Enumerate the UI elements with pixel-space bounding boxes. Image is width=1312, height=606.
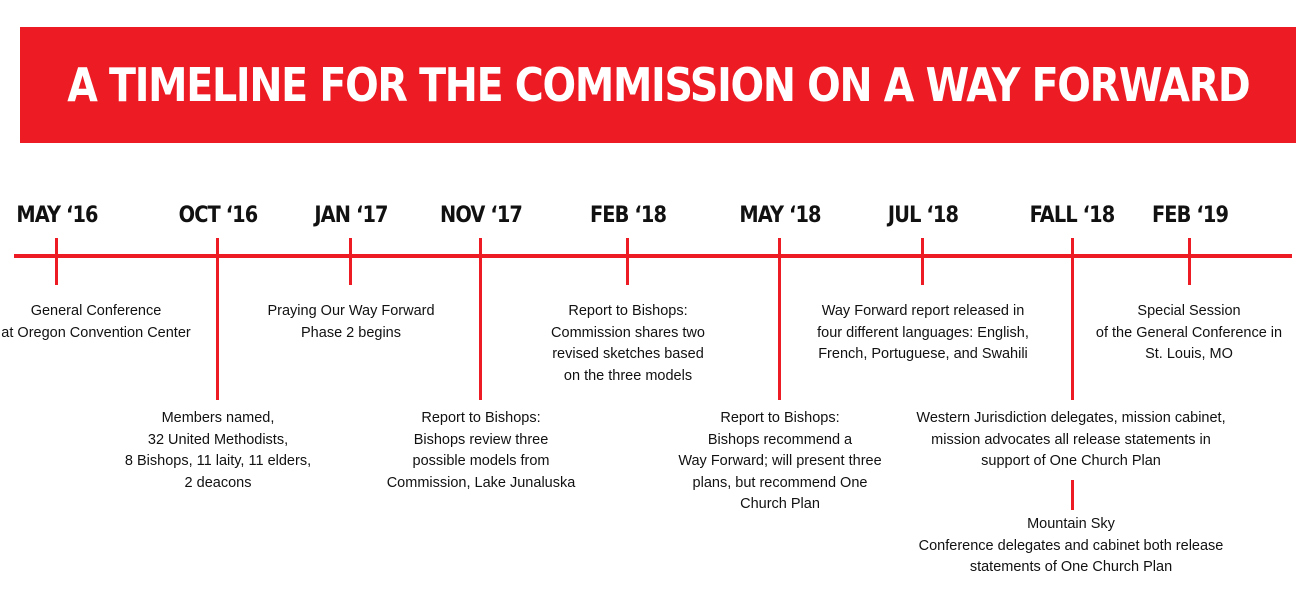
timeline-axis (14, 254, 1292, 258)
tick-fall18-secondary (1071, 480, 1074, 510)
event-oct16 (125, 408, 311, 494)
event-line: Way Forward report released in (821, 303, 1025, 319)
event-line: Members named, (161, 410, 275, 426)
tick-may18 (778, 238, 781, 400)
event-feb18 (551, 301, 705, 387)
event-line: 32 United Methodists, (147, 431, 289, 448)
event-feb19 (1096, 301, 1282, 366)
date-label-nov17: NOV ‘17 (439, 203, 523, 228)
tick-jan17 (349, 238, 352, 285)
event-line: four different languages: English, (817, 324, 1029, 341)
tick-feb18 (626, 238, 629, 285)
tick-jul18 (921, 238, 924, 285)
event-line: 8 Bishops, 11 laity, 11 elders, (124, 453, 312, 469)
event-jan17 (267, 301, 434, 344)
event-line: French, Portuguese, and Swahili (818, 346, 1028, 362)
event-line: Praying Our Way Forward (267, 303, 435, 319)
title-banner (20, 27, 1296, 143)
event-line: support of One Church Plan (981, 453, 1161, 469)
event-line: 2 deacons (184, 474, 252, 491)
event-line: Mountain Sky (1027, 516, 1115, 532)
date-label-jul18: JUL ‘18 (887, 203, 959, 228)
event-fall18-mountain-sky (919, 514, 1224, 579)
event-line: Commission shares two (551, 324, 705, 341)
event-line: Western Jurisdiction delegates, mission cabinet, (916, 410, 1226, 426)
event-line: of the General Conference in (1095, 324, 1283, 341)
tick-may16 (55, 238, 58, 285)
event-line: statements of One Church Plan (969, 559, 1173, 575)
tick-oct16 (216, 238, 219, 400)
event-line: Report to Bishops: (421, 410, 541, 426)
tick-nov17 (479, 238, 482, 400)
page-title: A TIMELINE FOR THE COMMISSION ON A WAY FORWARD (66, 58, 1250, 112)
event-line: mission advocates all release statements in (931, 431, 1211, 448)
event-line: St. Louis, MO (1145, 346, 1233, 362)
date-label-fall18: FALL ‘18 (1029, 203, 1115, 228)
event-line: Report to Bishops: (568, 303, 688, 319)
tick-fall18 (1071, 238, 1074, 400)
event-line: possible models from (412, 453, 550, 469)
event-line: Bishops recommend a (707, 431, 853, 448)
event-line: revised sketches based (552, 346, 704, 362)
date-label-jan17: JAN ‘17 (314, 203, 388, 228)
event-line: Commission, Lake Junaluska (386, 474, 576, 491)
date-label-feb19: FEB ‘19 (1151, 203, 1229, 228)
event-may18 (678, 408, 881, 516)
date-label-may18: MAY ‘18 (739, 203, 821, 228)
event-line: Report to Bishops: (720, 410, 840, 426)
event-line: Phase 2 begins (301, 324, 401, 341)
event-line: Church Plan (740, 496, 820, 512)
event-line: Conference delegates and cabinet both release (918, 537, 1224, 554)
event-jul18 (817, 301, 1029, 366)
event-line: Bishops review three (413, 431, 549, 448)
date-label-feb18: FEB ‘18 (589, 203, 667, 228)
event-line: Way Forward; will present three (678, 453, 882, 469)
event-line: at Oregon Convention Center (1, 324, 191, 341)
event-may16 (1, 301, 190, 344)
event-nov17 (387, 408, 576, 494)
event-line: plans, but recommend One (692, 474, 868, 491)
event-fall18-western (916, 408, 1225, 473)
event-line: on the three models (563, 367, 693, 384)
event-line: General Conference (30, 303, 162, 319)
date-label-may16: MAY ‘16 (16, 203, 98, 228)
date-label-oct16: OCT ‘16 (178, 203, 258, 228)
event-line: Special Session (1137, 303, 1241, 319)
tick-feb19 (1188, 238, 1191, 285)
